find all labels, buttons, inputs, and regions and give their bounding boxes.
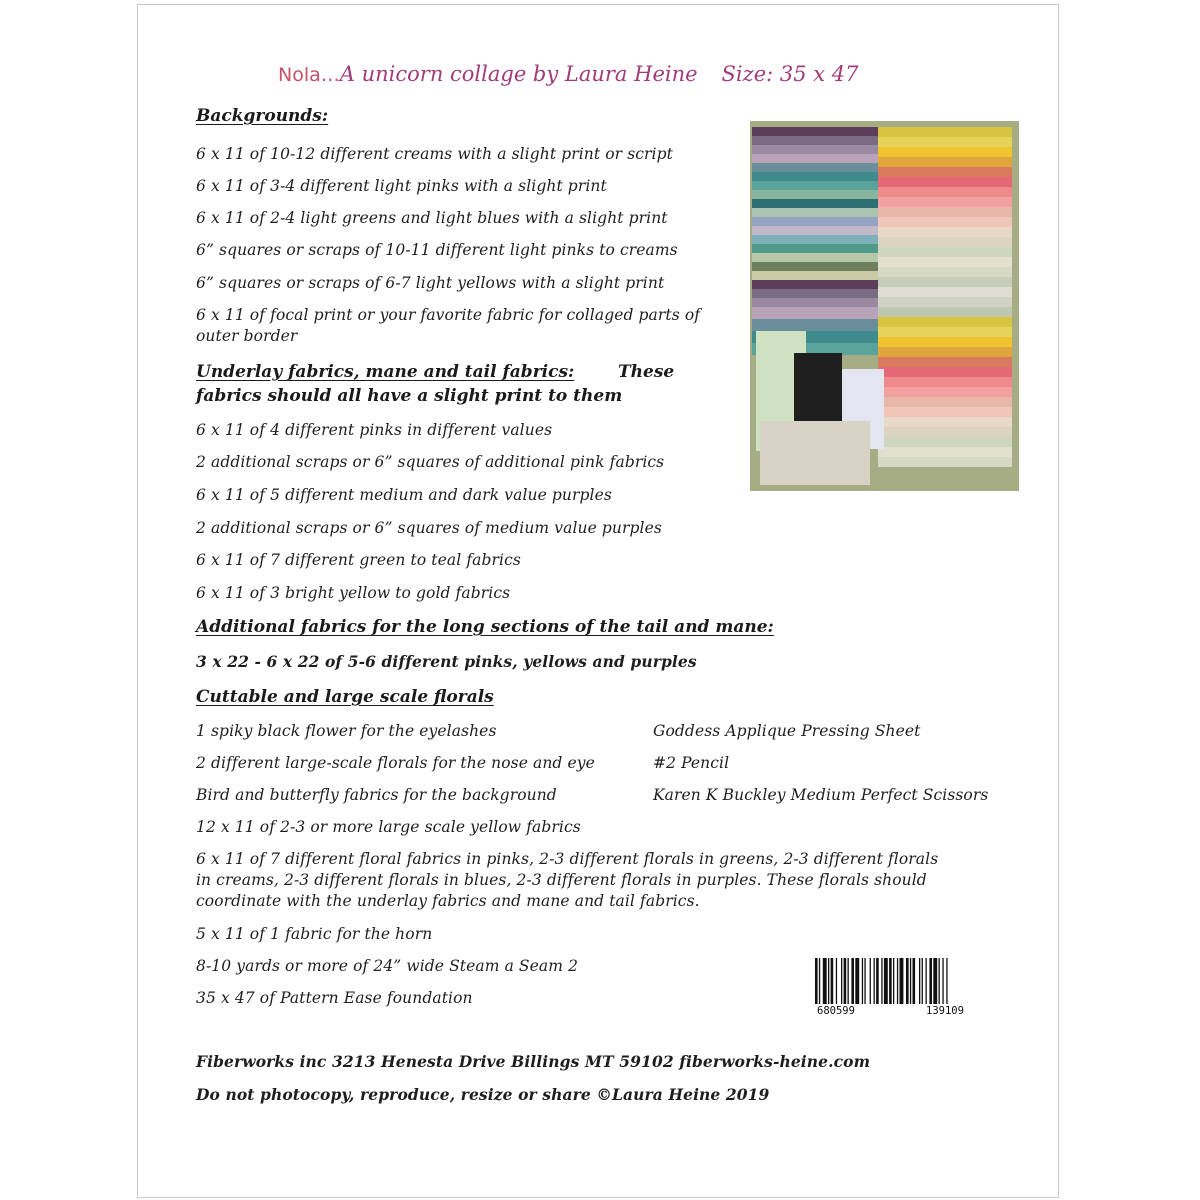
footer-address: Fiberworks inc 3213 Henesta Drive Billings MT 59102 fiberworks-heine.com	[196, 1052, 871, 1071]
barcode-bar	[848, 958, 849, 1004]
underlay-heading-rest: These	[618, 362, 675, 382]
barcode-bar	[893, 958, 894, 1004]
fabric-strip	[752, 190, 880, 199]
fabric-strip	[878, 407, 1012, 417]
barcode-bar	[922, 958, 923, 1004]
barcode-bar	[884, 958, 888, 1004]
fabric-strip	[878, 237, 1012, 247]
underlay-heading	[196, 362, 574, 382]
fabric-strip	[752, 307, 880, 319]
barcode-bar	[906, 958, 909, 1004]
barcode-bar	[900, 958, 904, 1004]
florals-item-continued: coordinate with the underlay fabrics and mane and tail fabrics.	[196, 892, 700, 910]
fabric-strip	[878, 307, 1012, 317]
fabric-strip	[878, 437, 1012, 447]
underlay-item: 2 additional scraps or 6” squares of additional pink fabrics	[196, 453, 665, 471]
fabric-strip	[878, 227, 1012, 237]
fabric-strip	[878, 147, 1012, 157]
fabric-strip	[752, 217, 880, 226]
fabric-strip	[752, 208, 880, 217]
barcode-bar	[836, 958, 837, 1004]
fabric-strip	[752, 289, 880, 298]
florals-item: 12 x 11 of 2-3 or more large scale yellow fabrics	[196, 818, 581, 836]
fabric-swatch	[760, 421, 870, 485]
fabric-strip	[878, 317, 1012, 327]
barcode-bar	[881, 958, 882, 1004]
fabric-strip	[752, 136, 880, 145]
footer-copyright: Do not photocopy, reproduce, resize or share ©Laura Heine 2019	[196, 1085, 770, 1104]
barcode-bar	[823, 958, 827, 1004]
florals-item: Bird and butterfly fabrics for the background	[196, 786, 557, 804]
fabric-strip	[878, 207, 1012, 217]
barcode-bar	[874, 958, 875, 1004]
backgrounds-item: 6 x 11 of 10-12 different creams with a slight print or script	[196, 145, 673, 163]
fabric-strip	[878, 297, 1012, 307]
fabric-strip	[878, 327, 1012, 337]
fabric-stack-photo	[750, 121, 1019, 491]
florals-item: 35 x 47 of Pattern Ease foundation	[196, 989, 473, 1007]
backgrounds-heading: Backgrounds:	[196, 106, 329, 126]
florals-item: 1 spiky black flower for the eyelashes	[196, 722, 497, 740]
fabric-strip	[752, 262, 880, 271]
florals-item: 6 x 11 of 7 different floral fabrics in pinks, 2-3 different florals in greens, 2-3 different florals	[196, 850, 939, 868]
notions-item: Karen K Buckley Medium Perfect Scissors	[653, 786, 989, 804]
barcode-digits	[815, 1004, 998, 1020]
barcode-bar	[819, 958, 820, 1004]
fabric-strip	[752, 127, 880, 136]
barcode-bar	[864, 958, 865, 1004]
backgrounds-item-continued: outer border	[196, 327, 298, 345]
barcode-bar	[851, 958, 854, 1004]
underlay-heading-text: Underlay fabrics, mane and tail fabrics:	[196, 362, 575, 382]
fabric-strip	[878, 197, 1012, 207]
underlay-item: 2 additional scraps or 6” squares of medium value purples	[196, 519, 662, 537]
fabric-strip	[752, 199, 880, 208]
fabric-strip	[878, 387, 1012, 397]
backgrounds-item: 6 x 11 of focal print or your favorite fabric for collaged parts of	[196, 306, 701, 324]
fabric-strip	[878, 187, 1012, 197]
fabric-strip	[752, 271, 880, 280]
fabric-strip	[878, 447, 1012, 457]
pattern-title	[278, 62, 859, 86]
barcode	[815, 958, 998, 1020]
florals-item-continued: in creams, 2-3 different florals in blues, 2-3 different florals in purples. These florals should	[196, 871, 927, 889]
barcode-bar	[889, 958, 892, 1004]
florals-item: 8-10 yards or more of 24” wide Steam a Seam 2	[196, 957, 579, 975]
barcode-bar	[897, 958, 898, 1004]
fabric-strip	[878, 337, 1012, 347]
barcode-bar	[939, 958, 940, 1004]
fabric-strip	[878, 267, 1012, 277]
fabric-strip	[878, 367, 1012, 377]
florals-heading: Cuttable and large scale florals	[196, 687, 494, 707]
barcode-bar	[841, 958, 842, 1004]
fabric-strip	[752, 298, 880, 307]
fabric-strip	[752, 163, 880, 172]
underlay-item: 6 x 11 of 7 different green to teal fabrics	[196, 551, 521, 569]
additional-heading: Additional fabrics for the long sections of the tail and mane:	[196, 617, 774, 637]
backgrounds-item: 6 x 11 of 3-4 different light pinks with a slight print	[196, 177, 607, 195]
fabric-strip	[752, 235, 880, 244]
barcode-bar	[910, 958, 911, 1004]
additional-line: 3 x 22 - 6 x 22 of 5-6 different pinks, yellows and purples	[196, 652, 697, 671]
fabric-strip	[752, 280, 880, 289]
barcode-bar	[855, 958, 859, 1004]
fabric-strip	[752, 244, 880, 253]
fabric-strip	[752, 319, 880, 331]
backgrounds-item: 6 x 11 of 2-4 light greens and light blues with a slight print	[196, 209, 668, 227]
underlay-item: 6 x 11 of 4 different pinks in different values	[196, 421, 553, 439]
barcode-left-digits: 680599	[817, 1005, 855, 1017]
underlay-heading-line2: fabrics should all have a slight print to them	[196, 386, 623, 406]
fabric-strip	[878, 457, 1012, 467]
underlay-item: 6 x 11 of 5 different medium and dark value purples	[196, 486, 612, 504]
fabric-strip	[878, 277, 1012, 287]
florals-item: 5 x 11 of 1 fabric for the horn	[196, 925, 433, 943]
fabric-strip	[752, 172, 880, 181]
fabric-strip	[878, 377, 1012, 387]
barcode-bar	[942, 958, 943, 1004]
barcode-bar	[828, 958, 829, 1004]
fabric-strip	[752, 154, 880, 163]
title-lead: Nola…	[278, 64, 340, 86]
barcode-bar	[913, 958, 916, 1004]
barcode-bar	[946, 958, 947, 1004]
underlay-item: 6 x 11 of 3 bright yellow to gold fabrics	[196, 584, 511, 602]
barcode-bars	[815, 958, 998, 1004]
backgrounds-item: 6” squares or scraps of 10-11 different light pinks to creams	[196, 241, 678, 259]
barcode-bar	[933, 958, 937, 1004]
fabric-strip	[878, 177, 1012, 187]
fabric-strip	[878, 137, 1012, 147]
florals-item: 2 different large-scale florals for the nose and eye	[196, 754, 595, 772]
barcode-bar	[926, 958, 927, 1004]
barcode-bar	[862, 958, 863, 1004]
title-size: Size: 35 x 47	[721, 62, 859, 86]
barcode-bar	[870, 958, 871, 1004]
fabric-strip	[752, 226, 880, 235]
fabric-strip	[878, 397, 1012, 407]
fabric-strip	[878, 247, 1012, 257]
notions-item: #2 Pencil	[653, 754, 730, 772]
fabric-strip	[878, 167, 1012, 177]
barcode-bar	[815, 958, 818, 1004]
fabric-strip	[878, 217, 1012, 227]
fabric-strip	[878, 417, 1012, 427]
fabric-strip	[878, 257, 1012, 267]
barcode-right-digits: 139109	[926, 1005, 964, 1017]
fabric-strip	[878, 357, 1012, 367]
fabric-strip	[878, 287, 1012, 297]
fabric-strip	[752, 145, 880, 154]
notions-item: Goddess Applique Pressing Sheet	[653, 722, 921, 740]
barcode-bar	[929, 958, 932, 1004]
barcode-bar	[831, 958, 834, 1004]
fabric-strip	[878, 127, 1012, 137]
backgrounds-item: 6” squares or scraps of 6-7 light yellows with a slight print	[196, 274, 665, 292]
fabric-strip	[752, 253, 880, 262]
fabric-strip	[878, 157, 1012, 167]
fabric-strip	[752, 181, 880, 190]
barcode-bar	[919, 958, 920, 1004]
fabric-strip	[878, 347, 1012, 357]
fabric-strip	[878, 427, 1012, 437]
barcode-bar	[876, 958, 879, 1004]
barcode-bar	[844, 958, 847, 1004]
title-text: A unicorn collage by Laura Heine	[339, 62, 698, 86]
